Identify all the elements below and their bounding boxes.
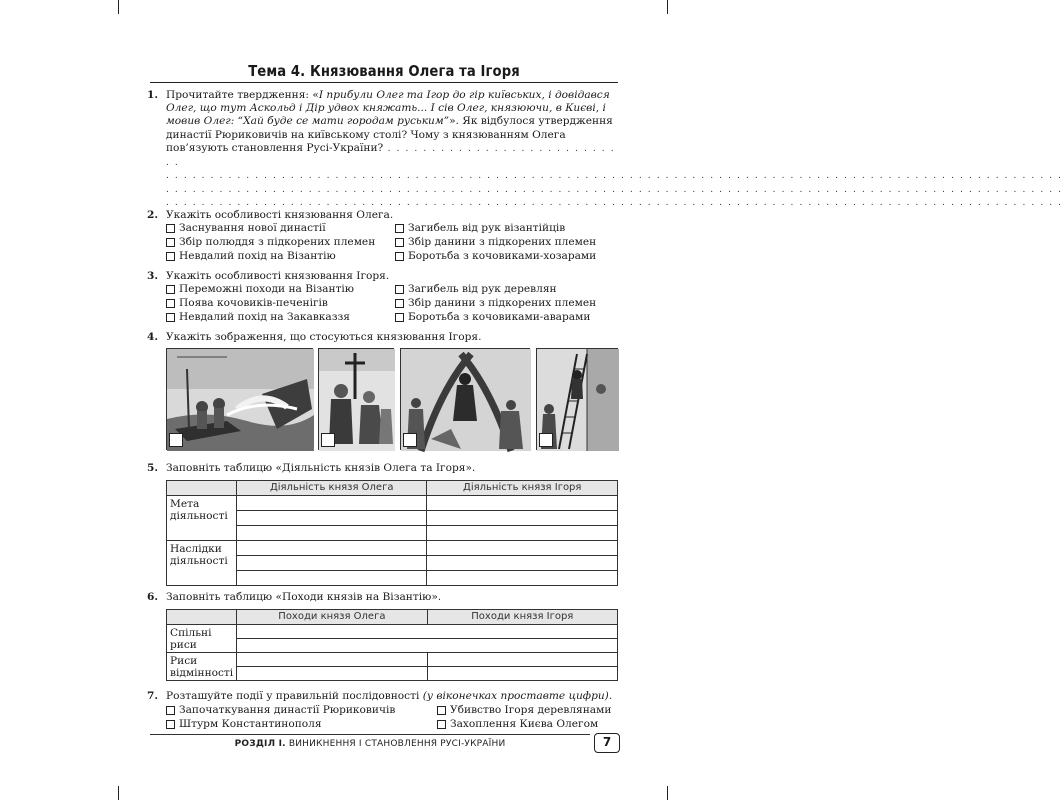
answer-cell[interactable] — [236, 556, 427, 571]
checkbox-icon[interactable] — [166, 285, 175, 294]
table-row — [167, 653, 618, 667]
checkbox-icon[interactable] — [169, 433, 183, 447]
checkbox-icon[interactable] — [166, 313, 175, 322]
q1-lead: Прочитайте твердження: « — [166, 89, 319, 101]
checkbox-icon[interactable] — [166, 238, 175, 247]
activity-table — [166, 480, 618, 586]
option-checkbox[interactable] — [166, 297, 328, 311]
checkbox-icon[interactable] — [395, 285, 404, 294]
question-number: 5. — [147, 462, 159, 474]
question-2-text: Укажіть особливості князювання Олега. — [166, 209, 394, 221]
footer-section: РОЗДІЛ І. — [234, 739, 286, 749]
checkbox-icon[interactable] — [166, 720, 175, 729]
question-number: 2. — [147, 209, 159, 221]
option-label: Невдалий похід на Закавказзя — [179, 311, 350, 323]
option-label: Започаткування династії Рюриковичів — [179, 704, 396, 716]
checkbox-icon[interactable] — [403, 433, 417, 447]
answer-cell[interactable] — [427, 571, 618, 586]
row-header: Мета діяльності — [167, 496, 237, 541]
table-row — [167, 625, 618, 639]
option-checkbox[interactable] — [395, 283, 557, 297]
option-checkbox[interactable] — [166, 283, 354, 297]
sequence-box[interactable] — [437, 704, 611, 718]
answer-dots[interactable]: . . . . . . . . . . . . . . . . . . . . . . . . . . . . — [166, 143, 616, 169]
answer-cell[interactable] — [427, 526, 618, 541]
question-3-text: Укажіть особливості князювання Ігоря. — [166, 270, 390, 282]
question-4-text: Укажіть зображення, що стосуються князювання Ігоря. — [166, 331, 482, 343]
question-2 — [147, 209, 619, 222]
question-6 — [147, 591, 619, 604]
answer-cell[interactable] — [427, 556, 618, 571]
answer-cell[interactable] — [427, 653, 617, 667]
option-label: Переможні походи на Візантію — [179, 283, 355, 295]
option-label: Убивство Ігоря деревлянами — [450, 704, 612, 716]
option-label: Загибель від рук візантійців — [408, 222, 566, 234]
checkbox-icon[interactable] — [437, 706, 446, 715]
question-number: 1. — [147, 89, 159, 101]
option-checkbox[interactable] — [395, 236, 596, 250]
table-header-row — [167, 481, 618, 496]
title-rule — [150, 82, 618, 83]
table-row — [167, 541, 618, 556]
option-checkbox[interactable] — [166, 311, 350, 325]
sequence-box[interactable] — [437, 718, 598, 732]
answer-cell[interactable] — [236, 496, 427, 511]
question-number: 7. — [147, 690, 159, 702]
option-label: Боротьба з кочовиками-хозарами — [408, 250, 597, 262]
checkbox-icon[interactable] — [395, 299, 404, 308]
option-label: Захоплення Києва Олегом — [450, 718, 599, 730]
checkbox-icon[interactable] — [539, 433, 553, 447]
engraving-greek-fire-ships[interactable] — [166, 348, 313, 450]
checkbox-icon[interactable] — [166, 224, 175, 233]
option-checkbox[interactable] — [395, 311, 590, 325]
answer-line[interactable]: . . . . . . . . . . . . . . . . . . . . . . . . . . . . . . . . . . . . . . . . . . . . . . . . . . . . . . . . . . . . . . . . . . . . . . . . . . . . . . . . . . . . . . . . . . . . . . . . . . . . . — [166, 184, 1063, 195]
option-label: Збір данини з підкорених племен — [408, 297, 597, 309]
sequence-box[interactable] — [166, 704, 395, 718]
question-7-text — [166, 690, 619, 703]
column-header: Походи князя Олега — [237, 610, 427, 625]
checkbox-icon[interactable] — [166, 706, 175, 715]
checkbox-icon[interactable] — [395, 313, 404, 322]
question-5 — [147, 462, 619, 475]
footer-text: ВИНИКНЕННЯ І СТАНОВЛЕННЯ РУСІ-УКРАЇНИ — [285, 739, 506, 749]
q7-text: Розташуйте події у правильній послідовності — [166, 690, 423, 702]
question-number: 3. — [147, 270, 159, 282]
q1-tail: ». Як відбулося утвердження династії Рюриковичів на київському столі? Чому з князюванням Олега пов’язують становлення Русі-України? — [166, 115, 613, 154]
row-header: Риси відмінності — [167, 653, 237, 681]
engraving-igor-death[interactable] — [400, 348, 530, 450]
option-label: Штурм Константинополя — [179, 718, 322, 730]
table-corner-cell — [167, 481, 237, 496]
option-label: Загибель від рук деревлян — [408, 283, 557, 295]
running-footer — [150, 739, 590, 749]
answer-cell[interactable] — [427, 496, 618, 511]
question-number: 4. — [147, 331, 159, 343]
crop-mark — [118, 0, 119, 14]
checkbox-icon[interactable] — [321, 433, 335, 447]
option-label: Боротьба з кочовиками-аварами — [408, 311, 591, 323]
answer-cell[interactable] — [237, 653, 427, 667]
option-checkbox[interactable] — [166, 250, 336, 264]
column-header: Походи князя Ігоря — [427, 610, 617, 625]
sequence-box[interactable] — [166, 718, 322, 732]
question-4 — [147, 331, 619, 344]
checkbox-icon[interactable] — [395, 238, 404, 247]
campaigns-table — [166, 609, 618, 681]
answer-cell[interactable] — [427, 511, 618, 526]
answer-cell[interactable] — [236, 571, 427, 586]
option-label: Поява кочовиків-печенігів — [179, 297, 328, 309]
answer-cell[interactable] — [427, 667, 617, 681]
option-label: Збір данини з підкорених племен — [408, 236, 597, 248]
checkbox-icon[interactable] — [395, 252, 404, 261]
question-5-text: Заповніть таблицю «Діяльність князів Олега та Ігоря». — [166, 462, 476, 474]
row-header: Спільні риси — [167, 625, 237, 653]
answer-cell[interactable] — [236, 541, 427, 556]
column-header: Діяльність князя Олега — [236, 481, 427, 496]
option-checkbox[interactable] — [166, 236, 375, 250]
column-header: Діяльність князя Ігоря — [427, 481, 618, 496]
option-checkbox[interactable] — [395, 222, 565, 236]
answer-cell[interactable] — [427, 541, 618, 556]
q7-hint: (у віконечках проставте цифри). — [422, 690, 613, 702]
table-header-row — [167, 610, 618, 625]
answer-line[interactable]: . . . . . . . . . . . . . . . . . . . . . . . . . . . . . . . . . . . . . . . . . . . . . . . . . . . . . . . . . . . . . . . . . . . . . . . . . . . . . . . . . . . . . . . . . . . . . . . . . . . . . — [166, 171, 1063, 182]
crop-mark — [118, 786, 119, 800]
answer-cell[interactable] — [237, 667, 427, 681]
table-corner-cell — [167, 610, 237, 625]
crop-mark — [667, 786, 668, 800]
checkbox-icon[interactable] — [437, 720, 446, 729]
page-title: Тема 4. Князювання Олега та Ігоря — [248, 62, 520, 80]
page-number: 7 — [594, 733, 620, 753]
row-header: Наслідки діяльності — [167, 541, 237, 586]
option-checkbox[interactable] — [166, 222, 326, 236]
option-checkbox[interactable] — [395, 297, 596, 311]
checkbox-icon[interactable] — [166, 252, 175, 261]
crop-mark — [667, 0, 668, 14]
answer-cell[interactable] — [237, 625, 618, 639]
question-1-text — [166, 89, 619, 170]
option-label: Збір полюддя з підкорених племен — [179, 236, 376, 248]
answer-cell[interactable] — [236, 511, 427, 526]
answer-cell[interactable] — [237, 639, 618, 653]
option-label: Заснування нової династії — [179, 222, 326, 234]
engraving-city-siege[interactable] — [536, 348, 618, 450]
engraving-baptism-scene[interactable] — [318, 348, 394, 450]
table-row — [167, 496, 618, 511]
answer-line[interactable]: . . . . . . . . . . . . . . . . . . . . . . . . . . . . . . . . . . . . . . . . . . . . . . . . . . . . . . . . . . . . . . . . . . . . . . . . . . . . . . . . . . . . . . . . . . . . . . . . . . . . . — [166, 198, 1063, 208]
q1-quote: І прибули Олег та Ігор до гір київських, і довідався Олег, що тут Аскольд і Дір удвох княжать... І сів Олег, князюючи, в Києві, і мовив Олег: “Хай буде се мати городам руським” — [166, 89, 610, 128]
question-3 — [147, 270, 619, 283]
question-number: 6. — [147, 591, 159, 603]
question-7 — [147, 690, 619, 703]
question-6-text: Заповніть таблицю «Походи князів на Візантію». — [166, 591, 442, 603]
checkbox-icon[interactable] — [166, 299, 175, 308]
option-checkbox[interactable] — [395, 250, 596, 264]
checkbox-icon[interactable] — [395, 224, 404, 233]
footer-rule — [150, 734, 590, 735]
answer-cell[interactable] — [236, 526, 427, 541]
option-label: Невдалий похід на Візантію — [179, 250, 336, 262]
question-1 — [147, 89, 1063, 210]
